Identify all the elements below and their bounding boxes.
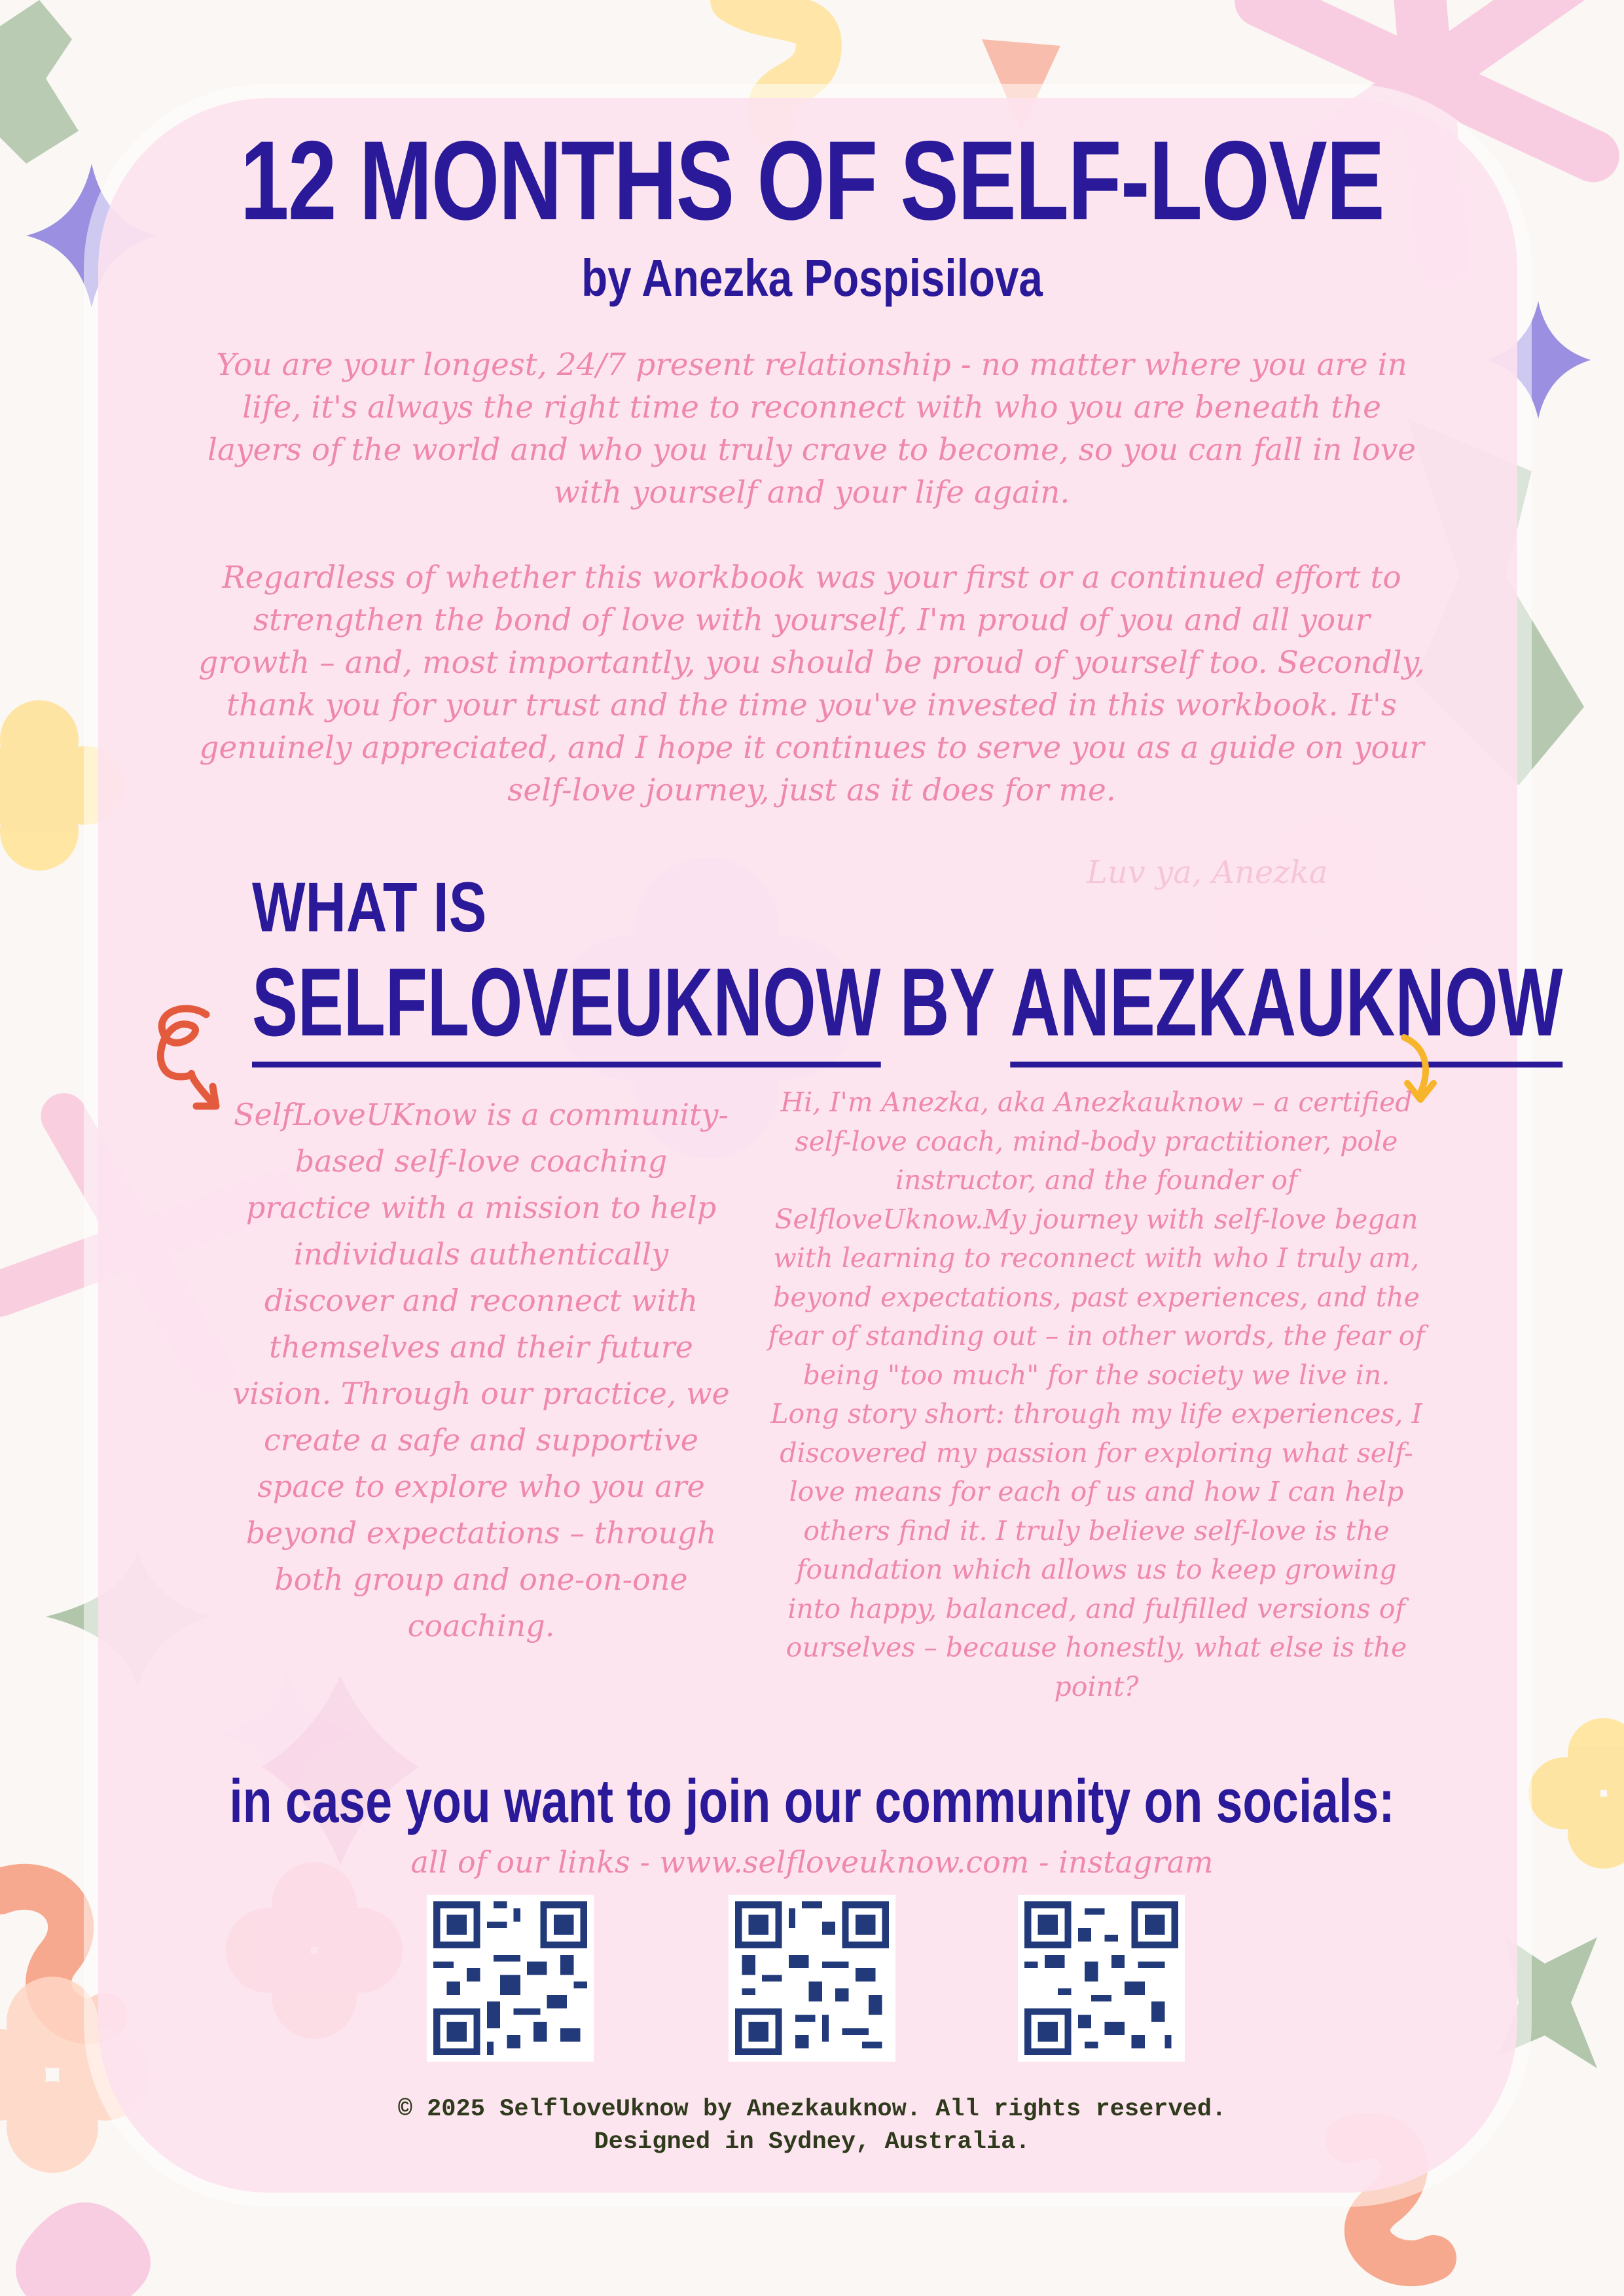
intro-paragraph-2: Regardless of whether this workbook was your first or a continued effort to strengthen the bond of love with yourself, I'm proud of you and all your growth – and, most importantly, you should be proud of yourself too. Secondly, thank you for your trust and the time you've invested in this workbook. It's genuinely appreciated, and I hope it continues to serve you as a guide on your self-love journey, just as it does for me. [198,560,1425,808]
signoff: Luv ya, Anezka [1087,854,1328,891]
instagram-qr-icon[interactable] [1018,1895,1185,2062]
what-is-heading: WHAT IS [252,867,487,946]
creator-name: ANEZKAUKNOW [1011,948,1563,1067]
footer-copyright: © 2025 SelfloveUknow by Anezkauknow. All rights reserved. [397,2096,1227,2123]
brand-heading [252,948,1563,1056]
about-practice-text: SelfLoveUKnow is a community-based self-love coaching practice with a mission to help individuals authentically discover and reconnect with themselves and their future vision. Through our practice, we create a safe and supportive space to explore who you are beyond expectations – through both group and one-on-one coaching. [232,1097,730,1643]
intro-paragraph-1: You are your longest, 24/7 present relationship - no matter where you are in life, it's always the right time to reconnect with who you are beneath the layers of the world and who you truly crave to become, so you can fall in love with yourself and your life again. [207,347,1416,511]
socials-heading: in case you want to join our community on socials: [229,1767,1395,1835]
page-title: 12 MONTHS OF SELF-LOVE [240,118,1384,243]
brand-by: BY [899,948,994,1056]
all-links-qr-icon[interactable] [427,1895,594,2062]
author-byline: by Anezka Pospisilova [581,249,1043,307]
website-qr-icon[interactable] [729,1895,895,2062]
socials-links-line: all of our links - www.selfloveuknow.com - instagram [410,1844,1214,1880]
brand-name: SELFLOVEUKNOW [252,948,881,1067]
about-founder-paragraph-2: Long story short: through my life experiences, I discovered my passion for exploring what self-love means for each of us and how I can help others find it. I truly believe self-love is the foundation which allows us to keep growing into happy, balanced, and fulfilled versions of ourselves – because honestly, what else is the point? [770,1398,1422,1702]
about-founder-text [766,1083,1427,1706]
about-founder-paragraph-1: Hi, I'm Anezka, aka Anezkauknow – a certified self-love coach, mind-body practitioner, pole instructor, and the founder of SelfloveUknow.My journey with self-love began with learning to reconnect with who I truly am, beyond expectations, past experiences, and the fear of standing out – in other words, the fear of being "too much" for the society we live in. [768,1086,1425,1391]
footer-location: Designed in Sydney, Australia. [594,2128,1030,2156]
